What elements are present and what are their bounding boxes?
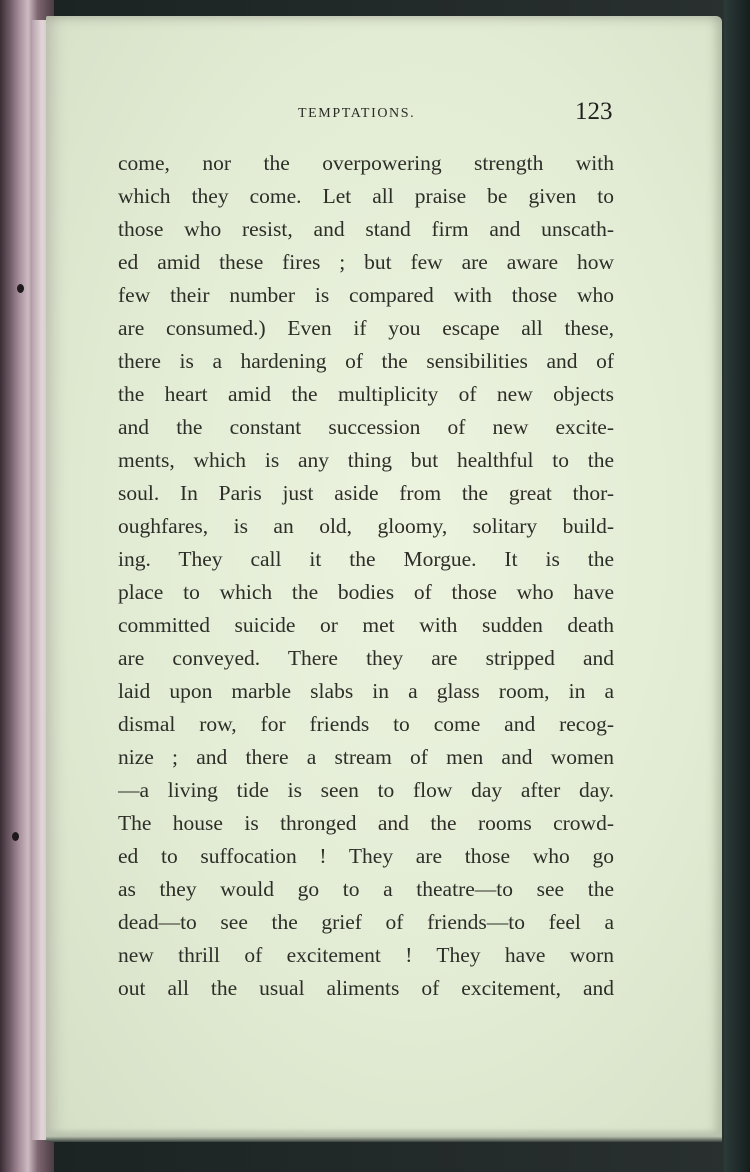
text-line: as they would go to a theatre—to see the	[118, 877, 614, 901]
text-line: out all the usual aliments of excitement, and	[118, 976, 614, 1000]
text-line: the heart amid the multiplicity of new objects	[118, 382, 614, 406]
text-line: are conveyed. There they are stripped and	[118, 646, 614, 670]
text-line: The house is thronged and the rooms crowd-	[118, 811, 614, 835]
page-number: 123	[575, 98, 613, 125]
page-bottom-edge	[46, 1128, 722, 1142]
text-line: which they come. Let all praise be given to	[118, 184, 614, 208]
text-line: ed to suffocation ! They are those who go	[118, 844, 614, 868]
running-head-title: TEMPTATIONS.	[298, 106, 416, 121]
text-line: come, nor the overpowering strength with	[118, 151, 614, 175]
text-line: few their number is compared with those who	[118, 283, 614, 307]
text-line: oughfares, is an old, gloomy, solitary build-	[118, 514, 614, 538]
text-line: and the constant succession of new excite-	[118, 415, 614, 439]
text-line: there is a hardening of the sensibilities and of	[118, 349, 614, 373]
book-back-cover	[724, 0, 750, 1172]
text-line: new thrill of excitement ! They have worn	[118, 943, 614, 967]
text-line: ing. They call it the Morgue. It is the	[118, 547, 614, 571]
text-line: are consumed.) Even if you escape all these,	[118, 316, 614, 340]
text-line: laid upon marble slabs in a glass room, in a	[118, 679, 614, 703]
text-line: —a living tide is seen to flow day after day.	[118, 778, 614, 802]
binding-stitch	[12, 832, 19, 841]
text-line: those who resist, and stand firm and unscath-	[118, 217, 614, 241]
text-line: ments, which is any thing but healthful to the	[118, 448, 614, 472]
text-line: place to which the bodies of those who have	[118, 580, 614, 604]
text-line: ed amid these fires ; but few are aware how	[118, 250, 614, 274]
body-text	[118, 147, 614, 1005]
text-line: soul. In Paris just aside from the great thor-	[118, 481, 614, 505]
text-line: committed suicide or met with sudden death	[118, 613, 614, 637]
text-line: dismal row, for friends to come and recog-	[118, 712, 614, 736]
text-line: dead—to see the grief of friends—to feel a	[118, 910, 614, 934]
text-line: nize ; and there a stream of men and women	[118, 745, 614, 769]
binding-stitch	[17, 284, 24, 293]
